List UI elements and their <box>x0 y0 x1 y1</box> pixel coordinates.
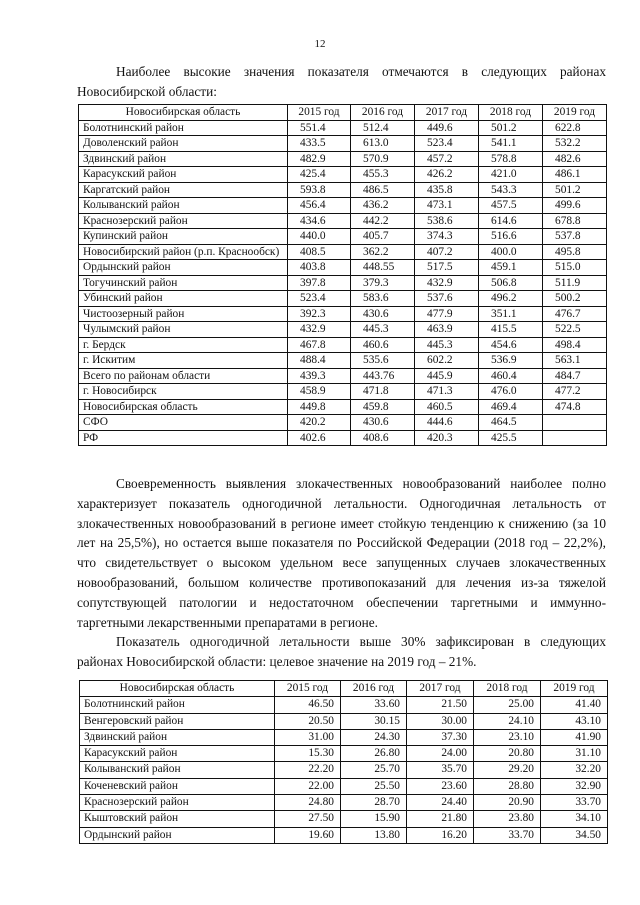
value-cell: 27.50 <box>275 811 341 827</box>
value-cell: 457.2 <box>415 151 479 167</box>
value-cell: 463.9 <box>415 322 479 338</box>
value-cell: 41.90 <box>541 729 608 745</box>
page-number: 12 <box>314 38 326 50</box>
value-cell: 482.9 <box>288 151 351 167</box>
value-cell: 613.0 <box>351 136 415 152</box>
column-header-region: Новосибирская область <box>79 105 288 121</box>
table-row <box>80 746 608 762</box>
region-name-cell: Всего по районам области <box>79 368 288 384</box>
column-header-region: Новосибирская область <box>80 681 275 697</box>
value-cell: 449.6 <box>415 120 479 136</box>
value-cell: 425.4 <box>288 167 351 183</box>
table-row <box>80 795 608 811</box>
value-cell: 543.3 <box>479 182 543 198</box>
value-cell: 477.9 <box>415 306 479 322</box>
value-cell: 420.2 <box>288 415 351 431</box>
value-cell: 448.55 <box>351 260 415 276</box>
table-row <box>79 322 607 338</box>
column-header-year: 2018 год <box>474 681 541 697</box>
table-row <box>79 213 607 229</box>
column-header-year: 2016 год <box>341 681 407 697</box>
value-cell: 551.4 <box>288 120 351 136</box>
value-cell: 523.4 <box>288 291 351 307</box>
region-name-cell: Карасукский район <box>80 746 275 762</box>
region-name-cell: Ордынский район <box>80 827 275 843</box>
value-cell: 434.6 <box>288 213 351 229</box>
value-cell: 445.3 <box>351 322 415 338</box>
threshold-paragraph: Показатель одногодичной летальности выше 30% зафиксирован в следующих районах Новосибирской области: целевое значение на 2019 год – 21%. <box>77 634 606 669</box>
table-row <box>79 198 607 214</box>
value-cell: 20.90 <box>474 795 541 811</box>
value-cell: 435.8 <box>415 182 479 198</box>
value-cell: 392.3 <box>288 306 351 322</box>
value-cell: 405.7 <box>351 229 415 245</box>
value-cell: 415.5 <box>479 322 543 338</box>
value-cell: 486.1 <box>543 167 607 183</box>
region-name-cell: Венгеровский район <box>80 713 275 729</box>
value-cell: 563.1 <box>543 353 607 369</box>
value-cell: 482.6 <box>543 151 607 167</box>
value-cell: 25.70 <box>341 762 407 778</box>
value-cell: 408.5 <box>288 244 351 260</box>
value-cell: 430.6 <box>351 306 415 322</box>
value-cell: 484.7 <box>543 368 607 384</box>
value-cell: 432.9 <box>288 322 351 338</box>
region-name-cell: Колыванский район <box>79 198 288 214</box>
value-cell: 32.20 <box>541 762 608 778</box>
table-row <box>79 275 607 291</box>
value-cell: 449.8 <box>288 399 351 415</box>
value-cell: 467.8 <box>288 337 351 353</box>
region-name-cell: Здвинский район <box>79 151 288 167</box>
region-name-cell: Новосибирский район (р.п. Краснообск) <box>79 244 288 260</box>
value-cell: 433.5 <box>288 136 351 152</box>
value-cell: 515.0 <box>543 260 607 276</box>
value-cell: 403.8 <box>288 260 351 276</box>
table-row <box>79 337 607 353</box>
table-row <box>79 415 607 431</box>
value-cell: 522.5 <box>543 322 607 338</box>
value-cell: 517.5 <box>415 260 479 276</box>
value-cell: 426.2 <box>415 167 479 183</box>
value-cell: 570.9 <box>351 151 415 167</box>
value-cell: 19.60 <box>275 827 341 843</box>
table-row <box>80 697 608 713</box>
table-row <box>80 811 608 827</box>
region-name-cell: Коченевский район <box>80 778 275 794</box>
value-cell: 33.70 <box>541 795 608 811</box>
value-cell <box>543 415 607 431</box>
value-cell: 486.5 <box>351 182 415 198</box>
value-cell: 402.6 <box>288 430 351 446</box>
value-cell: 24.30 <box>341 729 407 745</box>
value-cell: 460.5 <box>415 399 479 415</box>
value-cell: 32.90 <box>541 778 608 794</box>
region-name-cell: Здвинский район <box>80 729 275 745</box>
value-cell: 454.6 <box>479 337 543 353</box>
region-name-cell: Болотнинский район <box>80 697 275 713</box>
value-cell: 473.1 <box>415 198 479 214</box>
lethality-paragraph: Своевременность выявления злокачественных новообразований наиболее полно характеризует показатель одногодичной летальности. Одногодичная летальность от злокачественных новообразований в регионе имеет стойкую тенденцию к снижению (за 10 лет на 25,5%), но остается выше показателя по Российской Федерации (2018 год – 22,2%), что свидетельствует о высоком удельном весе запущенных случаев злокачественных новообразований, большом количестве противопоказаний для лечения из-за тяжелой сопутствующей патологии и недостаточном обеспечении таргетными и иммунно-таргетными лекарственными препаратами в регионе. <box>77 476 606 630</box>
value-cell: 541.1 <box>479 136 543 152</box>
value-cell: 444.6 <box>415 415 479 431</box>
value-cell: 35.70 <box>407 762 474 778</box>
value-cell: 516.6 <box>479 229 543 245</box>
value-cell: 583.6 <box>351 291 415 307</box>
value-cell: 537.6 <box>415 291 479 307</box>
intro-paragraph: Наиболее высокие значения показателя отмечаются в следующих районах Новосибирской области: <box>77 64 606 99</box>
value-cell: 440.0 <box>288 229 351 245</box>
value-cell: 29.20 <box>474 762 541 778</box>
value-cell: 537.8 <box>543 229 607 245</box>
value-cell: 459.8 <box>351 399 415 415</box>
table-row <box>79 120 607 136</box>
region-name-cell: Купинский район <box>79 229 288 245</box>
region-name-cell: г. Новосибирск <box>79 384 288 400</box>
value-cell: 593.8 <box>288 182 351 198</box>
value-cell: 442.2 <box>351 213 415 229</box>
region-name-cell: Убинский район <box>79 291 288 307</box>
value-cell: 512.4 <box>351 120 415 136</box>
value-cell: 351.1 <box>479 306 543 322</box>
value-cell: 488.4 <box>288 353 351 369</box>
mortality-rate-table <box>78 104 607 446</box>
value-cell: 443.76 <box>351 368 415 384</box>
value-cell: 501.2 <box>479 120 543 136</box>
one-year-lethality-table <box>79 680 608 844</box>
value-cell: 34.50 <box>541 827 608 843</box>
region-name-cell: Ордынский район <box>79 260 288 276</box>
value-cell: 511.9 <box>543 275 607 291</box>
value-cell: 15.30 <box>275 746 341 762</box>
value-cell: 16.20 <box>407 827 474 843</box>
column-header-year: 2019 год <box>541 681 608 697</box>
value-cell: 536.9 <box>479 353 543 369</box>
value-cell: 445.9 <box>415 368 479 384</box>
region-name-cell: Чулымский район <box>79 322 288 338</box>
value-cell: 425.5 <box>479 430 543 446</box>
value-cell: 407.2 <box>415 244 479 260</box>
table-row <box>79 167 607 183</box>
value-cell: 471.3 <box>415 384 479 400</box>
value-cell: 24.40 <box>407 795 474 811</box>
value-cell: 460.6 <box>351 337 415 353</box>
region-name-cell: Тогучинский район <box>79 275 288 291</box>
table-row <box>79 244 607 260</box>
region-name-cell: Новосибирская область <box>79 399 288 415</box>
value-cell: 476.0 <box>479 384 543 400</box>
value-cell <box>543 430 607 446</box>
column-header-year: 2019 год <box>543 105 607 121</box>
value-cell: 495.8 <box>543 244 607 260</box>
column-header-year: 2017 год <box>415 105 479 121</box>
value-cell: 471.8 <box>351 384 415 400</box>
value-cell: 400.0 <box>479 244 543 260</box>
value-cell: 430.6 <box>351 415 415 431</box>
table-row <box>80 827 608 843</box>
value-cell: 41.40 <box>541 697 608 713</box>
column-header-year: 2016 год <box>351 105 415 121</box>
value-cell: 496.2 <box>479 291 543 307</box>
value-cell: 397.8 <box>288 275 351 291</box>
column-header-year: 2018 год <box>479 105 543 121</box>
region-name-cell: Краснозерский район <box>80 795 275 811</box>
table-row <box>79 399 607 415</box>
value-cell: 678.8 <box>543 213 607 229</box>
table-row <box>79 306 607 322</box>
value-cell: 614.6 <box>479 213 543 229</box>
value-cell: 24.10 <box>474 713 541 729</box>
value-cell: 477.2 <box>543 384 607 400</box>
value-cell: 21.50 <box>407 697 474 713</box>
region-name-cell: г. Бердск <box>79 337 288 353</box>
table-row <box>79 182 607 198</box>
region-name-cell: СФО <box>79 415 288 431</box>
table-row <box>79 430 607 446</box>
table-row <box>79 353 607 369</box>
region-name-cell: Карасукский район <box>79 167 288 183</box>
value-cell: 464.5 <box>479 415 543 431</box>
value-cell: 23.80 <box>474 811 541 827</box>
value-cell: 31.00 <box>275 729 341 745</box>
table-row <box>79 384 607 400</box>
value-cell: 46.50 <box>275 697 341 713</box>
value-cell: 408.6 <box>351 430 415 446</box>
value-cell: 15.90 <box>341 811 407 827</box>
region-name-cell: Краснозерский район <box>79 213 288 229</box>
value-cell: 362.2 <box>351 244 415 260</box>
value-cell: 33.70 <box>474 827 541 843</box>
value-cell: 24.00 <box>407 746 474 762</box>
region-name-cell: Кыштовский район <box>80 811 275 827</box>
value-cell: 458.9 <box>288 384 351 400</box>
value-cell: 34.10 <box>541 811 608 827</box>
table-row <box>79 368 607 384</box>
table-row <box>79 136 607 152</box>
value-cell: 474.8 <box>543 399 607 415</box>
value-cell: 459.1 <box>479 260 543 276</box>
value-cell: 445.3 <box>415 337 479 353</box>
value-cell: 602.2 <box>415 353 479 369</box>
table-row <box>79 291 607 307</box>
value-cell: 501.2 <box>543 182 607 198</box>
value-cell: 457.5 <box>479 198 543 214</box>
region-name-cell: Доволенский район <box>79 136 288 152</box>
table-row <box>80 729 608 745</box>
value-cell: 421.0 <box>479 167 543 183</box>
value-cell: 28.70 <box>341 795 407 811</box>
value-cell: 28.80 <box>474 778 541 794</box>
value-cell: 43.10 <box>541 713 608 729</box>
region-name-cell: Болотнинский район <box>79 120 288 136</box>
value-cell: 22.20 <box>275 762 341 778</box>
value-cell: 33.60 <box>341 697 407 713</box>
value-cell: 420.3 <box>415 430 479 446</box>
value-cell: 499.6 <box>543 198 607 214</box>
region-name-cell: Чистоозерный район <box>79 306 288 322</box>
value-cell: 432.9 <box>415 275 479 291</box>
value-cell: 26.80 <box>341 746 407 762</box>
value-cell: 535.6 <box>351 353 415 369</box>
value-cell: 439.3 <box>288 368 351 384</box>
value-cell: 379.3 <box>351 275 415 291</box>
table-row <box>79 229 607 245</box>
table-header-row <box>80 681 608 697</box>
value-cell: 498.4 <box>543 337 607 353</box>
table-row <box>80 778 608 794</box>
value-cell: 532.2 <box>543 136 607 152</box>
value-cell: 455.3 <box>351 167 415 183</box>
value-cell: 622.8 <box>543 120 607 136</box>
value-cell: 523.4 <box>415 136 479 152</box>
value-cell: 456.4 <box>288 198 351 214</box>
table-header-row <box>79 105 607 121</box>
value-cell: 578.8 <box>479 151 543 167</box>
value-cell: 30.00 <box>407 713 474 729</box>
table-row <box>80 713 608 729</box>
value-cell: 506.8 <box>479 275 543 291</box>
column-header-year: 2015 год <box>288 105 351 121</box>
column-header-year: 2017 год <box>407 681 474 697</box>
value-cell: 538.6 <box>415 213 479 229</box>
value-cell: 374.3 <box>415 229 479 245</box>
value-cell: 21.80 <box>407 811 474 827</box>
value-cell: 20.80 <box>474 746 541 762</box>
table-row <box>79 151 607 167</box>
value-cell: 23.60 <box>407 778 474 794</box>
value-cell: 500.2 <box>543 291 607 307</box>
value-cell: 25.50 <box>341 778 407 794</box>
value-cell: 22.00 <box>275 778 341 794</box>
value-cell: 469.4 <box>479 399 543 415</box>
region-name-cell: Каргатский район <box>79 182 288 198</box>
table-row <box>80 762 608 778</box>
value-cell: 37.30 <box>407 729 474 745</box>
value-cell: 23.10 <box>474 729 541 745</box>
value-cell: 31.10 <box>541 746 608 762</box>
value-cell: 25.00 <box>474 697 541 713</box>
value-cell: 13.80 <box>341 827 407 843</box>
column-header-year: 2015 год <box>275 681 341 697</box>
table-row <box>79 260 607 276</box>
region-name-cell: Колыванский район <box>80 762 275 778</box>
value-cell: 20.50 <box>275 713 341 729</box>
value-cell: 30.15 <box>341 713 407 729</box>
value-cell: 24.80 <box>275 795 341 811</box>
value-cell: 476.7 <box>543 306 607 322</box>
value-cell: 436.2 <box>351 198 415 214</box>
region-name-cell: РФ <box>79 430 288 446</box>
value-cell: 460.4 <box>479 368 543 384</box>
region-name-cell: г. Искитим <box>79 353 288 369</box>
